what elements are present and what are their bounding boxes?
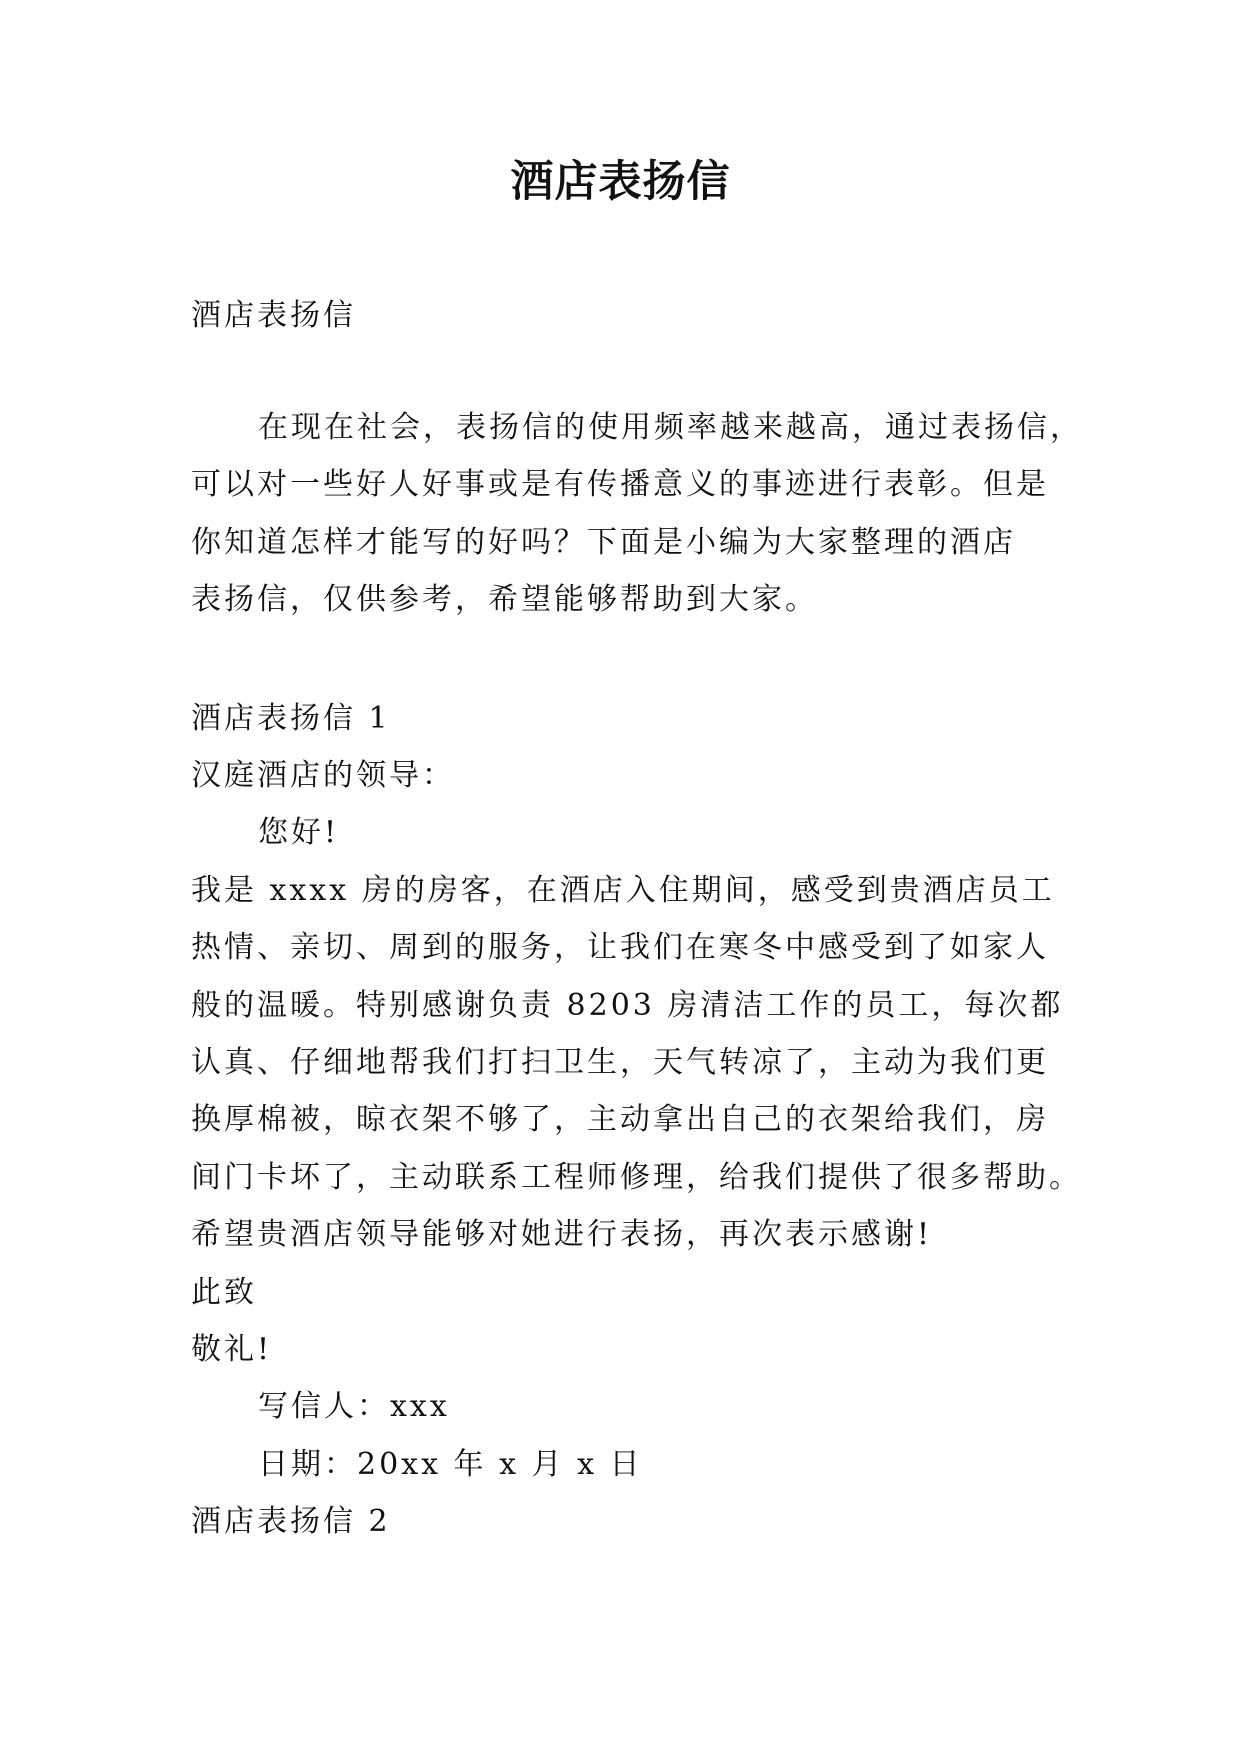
letter-body-line: 认真、仔细地帮我们打扫卫生，天气转凉了，主动为我们更 <box>191 1045 1049 1080</box>
letter-date: 日期：20xx 年 x 月 x 日 <box>258 1447 643 1482</box>
letter-body-line: 希望贵酒店领导能够对她进行表扬，再次表示感谢! <box>191 1217 933 1252</box>
letter-recipient: 汉庭酒店的领导： <box>191 758 455 793</box>
letter-greeting: 您好! <box>258 815 340 850</box>
letter-body-line: 间门卡坏了，主动联系工程师修理，给我们提供了很多帮助。 <box>191 1160 1082 1195</box>
intro-line: 你知道怎样才能写的好吗？下面是小编为大家整理的酒店 <box>191 525 1016 560</box>
letter-signature: 写信人：xxx <box>258 1389 450 1424</box>
letter-salute: 敬礼! <box>191 1332 273 1367</box>
letter-body-line: 我是 xxxx 房的房客，在酒店入住期间，感受到贵酒店员工 <box>191 873 1055 908</box>
intro-line: 可以对一些好人好事或是有传播意义的事迹进行表彰。但是 <box>191 467 1049 502</box>
section-heading-2: 酒店表扬信 2 <box>191 1504 391 1539</box>
intro-line: 在现在社会，表扬信的使用频率越来越高，通过表扬信， <box>258 410 1083 445</box>
letter-body-line: 热情、亲切、周到的服务，让我们在寒冬中感受到了如家人 <box>191 930 1049 965</box>
section-heading-1: 酒店表扬信 1 <box>191 701 391 736</box>
intro-line: 表扬信，仅供参考，希望能够帮助到大家。 <box>191 582 818 617</box>
document-subtitle: 酒店表扬信 <box>191 298 356 333</box>
letter-body-line: 般的温暖。特别感谢负责 8203 房清洁工作的员工，每次都 <box>191 988 1064 1023</box>
letter-body-line: 换厚棉被，晾衣架不够了，主动拿出自己的衣架给我们，房 <box>191 1102 1049 1137</box>
letter-closing: 此致 <box>191 1275 257 1310</box>
document-title: 酒店表扬信 <box>510 157 731 207</box>
